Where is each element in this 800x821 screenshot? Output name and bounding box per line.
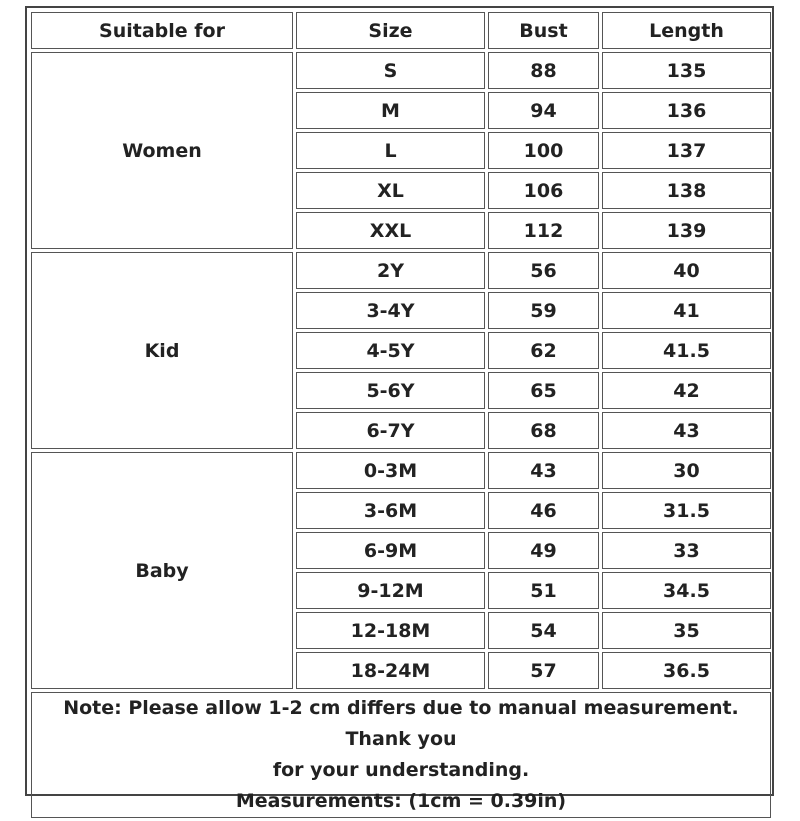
size-cell: XXL <box>296 212 485 249</box>
bust-cell: 51 <box>488 572 599 609</box>
size-chart-table <box>28 9 774 821</box>
note-cell <box>31 692 771 818</box>
size-cell: 6-9M <box>296 532 485 569</box>
length-cell: 43 <box>602 412 771 449</box>
table-row <box>31 52 771 89</box>
length-cell: 139 <box>602 212 771 249</box>
group-label-women: Women <box>31 52 293 249</box>
length-cell: 41 <box>602 292 771 329</box>
bust-cell: 49 <box>488 532 599 569</box>
bust-cell: 59 <box>488 292 599 329</box>
note-line-1: Note: Please allow 1-2 cm differs due to manual measurement. Thank you <box>63 697 739 750</box>
length-cell: 33 <box>602 532 771 569</box>
bust-cell: 94 <box>488 92 599 129</box>
size-cell: XL <box>296 172 485 209</box>
length-cell: 137 <box>602 132 771 169</box>
length-cell: 136 <box>602 92 771 129</box>
header-suitable-for: Suitable for <box>31 12 293 49</box>
bust-cell: 68 <box>488 412 599 449</box>
header-length: Length <box>602 12 771 49</box>
length-cell: 31.5 <box>602 492 771 529</box>
header-bust: Bust <box>488 12 599 49</box>
table-row <box>31 452 771 489</box>
size-cell: 9-12M <box>296 572 485 609</box>
note-line-2: for your understanding. <box>272 759 530 781</box>
note-line-3: Measurements: (1cm = 0.39in) <box>235 790 567 812</box>
size-cell: 3-6M <box>296 492 485 529</box>
group-label-baby: Baby <box>31 452 293 689</box>
bust-cell: 88 <box>488 52 599 89</box>
size-cell: 0-3M <box>296 452 485 489</box>
length-cell: 35 <box>602 612 771 649</box>
note-row <box>31 692 771 818</box>
size-cell: 12-18M <box>296 612 485 649</box>
table-row <box>31 252 771 289</box>
bust-cell: 54 <box>488 612 599 649</box>
size-cell: 2Y <box>296 252 485 289</box>
length-cell: 36.5 <box>602 652 771 689</box>
size-cell: 6-7Y <box>296 412 485 449</box>
header-size: Size <box>296 12 485 49</box>
bust-cell: 100 <box>488 132 599 169</box>
size-cell: S <box>296 52 485 89</box>
length-cell: 41.5 <box>602 332 771 369</box>
size-cell: 3-4Y <box>296 292 485 329</box>
bust-cell: 106 <box>488 172 599 209</box>
size-cell: 4-5Y <box>296 332 485 369</box>
bust-cell: 65 <box>488 372 599 409</box>
size-cell: M <box>296 92 485 129</box>
length-cell: 42 <box>602 372 771 409</box>
bust-cell: 57 <box>488 652 599 689</box>
group-label-kid: Kid <box>31 252 293 449</box>
bust-cell: 46 <box>488 492 599 529</box>
bust-cell: 112 <box>488 212 599 249</box>
bust-cell: 62 <box>488 332 599 369</box>
length-cell: 138 <box>602 172 771 209</box>
size-cell: L <box>296 132 485 169</box>
length-cell: 30 <box>602 452 771 489</box>
header-row <box>31 12 771 49</box>
bust-cell: 43 <box>488 452 599 489</box>
size-cell: 5-6Y <box>296 372 485 409</box>
size-cell: 18-24M <box>296 652 485 689</box>
size-table-body <box>31 52 771 818</box>
length-cell: 40 <box>602 252 771 289</box>
bust-cell: 56 <box>488 252 599 289</box>
length-cell: 34.5 <box>602 572 771 609</box>
length-cell: 135 <box>602 52 771 89</box>
